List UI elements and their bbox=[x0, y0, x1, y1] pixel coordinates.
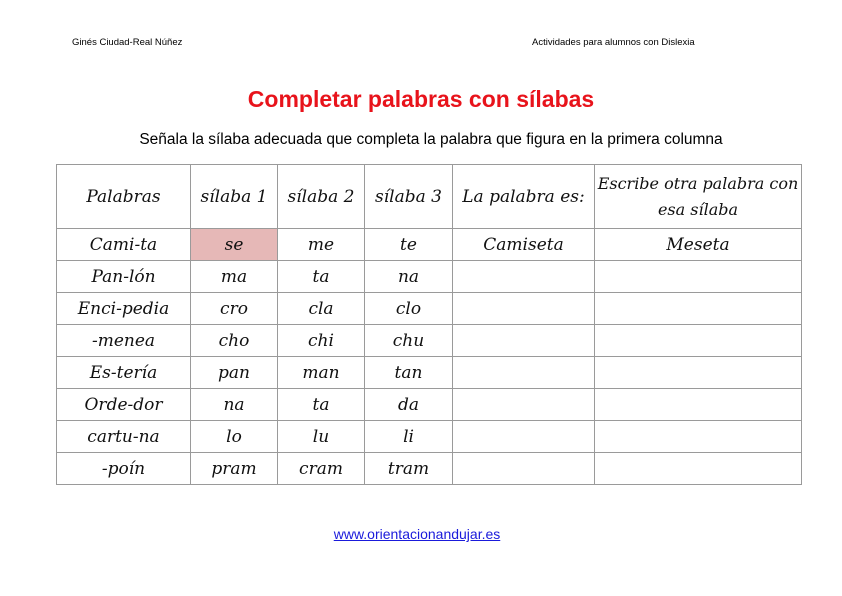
answer-cell[interactable]: Camiseta bbox=[453, 229, 595, 261]
answer-cell[interactable] bbox=[453, 261, 595, 293]
word-cell: -menea bbox=[57, 325, 191, 357]
syllable-option[interactable]: na bbox=[365, 261, 453, 293]
syllable-option[interactable]: man bbox=[278, 357, 365, 389]
table-row bbox=[57, 229, 802, 261]
word-cell: Cami-ta bbox=[57, 229, 191, 261]
syllable-option[interactable]: pan bbox=[191, 357, 278, 389]
header-silaba-3: sílaba 3 bbox=[365, 165, 453, 229]
other-word-cell[interactable]: Meseta bbox=[595, 229, 802, 261]
answer-cell[interactable] bbox=[453, 421, 595, 453]
syllable-option[interactable]: lu bbox=[278, 421, 365, 453]
other-word-cell[interactable] bbox=[595, 293, 802, 325]
other-word-cell[interactable] bbox=[595, 357, 802, 389]
word-cell: Pan-lón bbox=[57, 261, 191, 293]
syllable-option[interactable]: cram bbox=[278, 453, 365, 485]
syllable-option[interactable]: me bbox=[278, 229, 365, 261]
header-silaba-2: sílaba 2 bbox=[278, 165, 365, 229]
page-instructions: Señala la sílaba adecuada que completa la palabra que figura en la primera columna bbox=[139, 131, 723, 148]
header-la-palabra-es: La palabra es: bbox=[453, 165, 595, 229]
word-cell: Es-tería bbox=[57, 357, 191, 389]
answer-cell[interactable] bbox=[453, 293, 595, 325]
header-author: Ginés Ciudad-Real Núñez bbox=[72, 37, 183, 48]
syllable-option[interactable]: te bbox=[365, 229, 453, 261]
syllable-option[interactable]: li bbox=[365, 421, 453, 453]
syllable-option[interactable]: ta bbox=[278, 389, 365, 421]
syllable-option-selected[interactable]: se bbox=[191, 229, 278, 261]
syllable-table bbox=[56, 164, 802, 485]
syllable-option[interactable]: cho bbox=[191, 325, 278, 357]
header-subject: Actividades para alumnos con Dislexia bbox=[532, 37, 695, 48]
other-word-cell[interactable] bbox=[595, 261, 802, 293]
syllable-option[interactable]: tram bbox=[365, 453, 453, 485]
table-row bbox=[57, 389, 802, 421]
syllable-option[interactable]: tan bbox=[365, 357, 453, 389]
syllable-option[interactable]: na bbox=[191, 389, 278, 421]
header-escribe-otra-palabra: Escribe otra palabra con esa sílaba bbox=[595, 165, 802, 229]
header-palabras: Palabras bbox=[57, 165, 191, 229]
answer-cell[interactable] bbox=[453, 389, 595, 421]
syllable-option[interactable]: da bbox=[365, 389, 453, 421]
table-row bbox=[57, 261, 802, 293]
syllable-option[interactable]: clo bbox=[365, 293, 453, 325]
website-link[interactable]: www.orientacionandujar.es bbox=[333, 526, 501, 542]
other-word-cell[interactable] bbox=[595, 421, 802, 453]
page-title: Completar palabras con sílabas bbox=[247, 86, 595, 112]
syllable-option[interactable]: ta bbox=[278, 261, 365, 293]
answer-cell[interactable] bbox=[453, 453, 595, 485]
word-cell: Enci-pedia bbox=[57, 293, 191, 325]
syllable-option[interactable]: chu bbox=[365, 325, 453, 357]
header-silaba-1: sílaba 1 bbox=[191, 165, 278, 229]
syllable-option[interactable]: cro bbox=[191, 293, 278, 325]
syllable-option[interactable]: ma bbox=[191, 261, 278, 293]
answer-cell[interactable] bbox=[453, 357, 595, 389]
answer-cell[interactable] bbox=[453, 325, 595, 357]
table-row bbox=[57, 453, 802, 485]
table-row bbox=[57, 293, 802, 325]
word-cell: cartu-na bbox=[57, 421, 191, 453]
table-row bbox=[57, 357, 802, 389]
syllable-option[interactable]: lo bbox=[191, 421, 278, 453]
table-row bbox=[57, 421, 802, 453]
syllable-option[interactable]: pram bbox=[191, 453, 278, 485]
table-row bbox=[57, 325, 802, 357]
other-word-cell[interactable] bbox=[595, 389, 802, 421]
syllable-option[interactable]: chi bbox=[278, 325, 365, 357]
word-cell: -poín bbox=[57, 453, 191, 485]
table-header-row bbox=[57, 165, 802, 229]
word-cell: Orde-dor bbox=[57, 389, 191, 421]
other-word-cell[interactable] bbox=[595, 453, 802, 485]
other-word-cell[interactable] bbox=[595, 325, 802, 357]
syllable-option[interactable]: cla bbox=[278, 293, 365, 325]
